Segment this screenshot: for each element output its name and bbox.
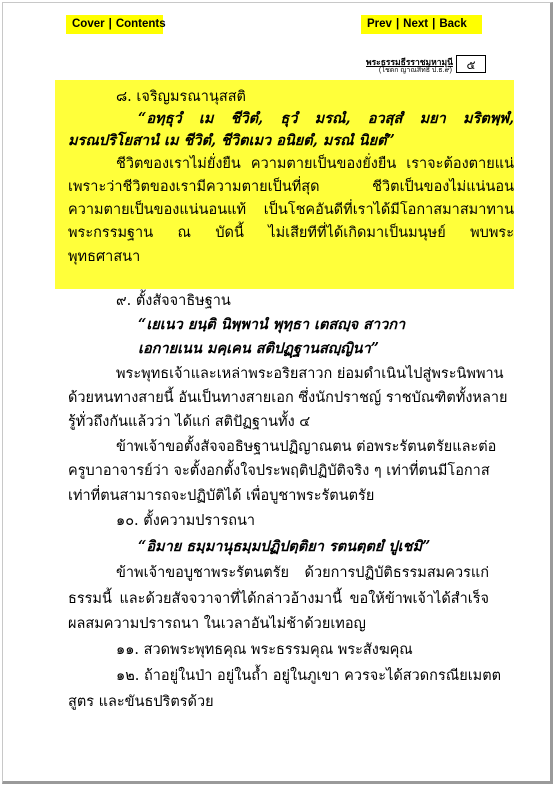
nav-separator: | [395, 18, 400, 30]
page-number: ๕ [456, 55, 486, 73]
paragraph-line: ธรรมนี้ และด้วยสัจจวาจาที่ได้กล่าวอ้างมานี้ ขอให้ข้าพเจ้าได้สำเร็จ [68, 591, 489, 607]
paragraph-line: สูตร และขันธปริตรด้วย [68, 694, 214, 710]
paragraph-line: ด้วยหนทางสายนี้ อันเป็นทางสายเอก ซึ่งนักปราชญ์ ราชบัณฑิตทั้งหลาย [68, 390, 508, 406]
paragraph-line: พระกรรมฐาน ณ บัดนี้ ไม่เสียทีที่ได้เกิดมาเป็นมนุษย์ พบพระ [68, 225, 514, 241]
paragraph-line: เท่าที่ตนสามารถจะปฏิบัติได้ เพื่อบูชาพระรัตนตรัย [68, 488, 375, 504]
header-title: พระธรรมธีรราชมหามุนี [366, 57, 453, 67]
section-heading: ๑๑. สวดพระพุทธคุณ พระธรรมคุณ พระสังฆคุณ [116, 642, 413, 658]
nav-separator: | [108, 18, 112, 30]
back-link[interactable]: Back [439, 18, 467, 30]
nav-bar-right [361, 15, 482, 34]
nav-separator: | [432, 18, 436, 30]
pali-verse-line: มรณปริโยสานํ เม ชีวิตํ, ชีวิตเมว อนิยตํ, มรณํ นิยตํ” [68, 132, 395, 149]
paragraph-line: เพราะว่าชีวิตของเรามีความตายเป็นที่สุด ชีวิตเป็นของไม่แน่นอน [68, 179, 514, 195]
page-header [366, 55, 488, 75]
pali-verse-line: “อิมาย ธมฺมานุธมฺมปฏิปตฺติยา รตนตฺตยํ ปูเชมิ” [138, 538, 431, 555]
paragraph-line: ผลสมความปรารถนา ในเวลาอันไม่ช้าด้วยเทอญ [68, 616, 366, 632]
paragraph-line: ข้าพเจ้าขอตั้งสัจจอธิษฐานปฏิญาณตน ต่อพระรัตนตรัยและต่อ [116, 439, 497, 455]
cover-link[interactable]: Cover [72, 18, 105, 30]
paragraph-line: ข้าพเจ้าขอบูชาพระรัตนตรัย ด้วยการปฏิบัติธรรมสมควรแก่ [116, 565, 489, 581]
pali-verse-line: “เยเนว ยนฺติ นิพฺพานํ พุทฺธา เตสญฺจ สาวกา [138, 316, 406, 333]
section-heading: ๘. เจริญมรณานุสสติ [116, 89, 246, 105]
paragraph-line: รู้ทั่วถึงกันแล้วว่า ได้แก่ สติปัฏฐานทั้ง ๔ [68, 414, 311, 430]
section-heading: ๑๒. ถ้าอยู่ในป่า อยู่ในถ้ำ อยู่ในภูเขา ควรจะได้สวดกรณียเมตต [116, 668, 502, 684]
pali-verse-line: “อทฺธุวํ เม ชีวิตํ, ธุวํ มรณํ, อวสฺสํ มยา มริตพฺพํ, [138, 110, 514, 127]
pali-verse-line: เอกายเนน มคฺเคน สติปฏฺฐานสญฺญินา” [138, 340, 379, 357]
paragraph-line: พระพุทธเจ้าและเหล่าพระอริยสาวก ย่อมดำเนินไปสู่พระนิพพาน [116, 366, 504, 382]
section-heading: ๙. ตั้งสัจจาธิษฐาน [116, 293, 231, 309]
contents-link[interactable]: Contents [115, 18, 166, 30]
paragraph-line: ครูบาอาจารย์ว่า จะตั้งอกตั้งใจประพฤติปฏิบัติจริง ๆ เท่าที่ตนมีโอกาส [68, 463, 490, 479]
nav-bar-left [66, 15, 166, 34]
paragraph-line: ชีวิตของเราไม่ยั่งยืน ความตายเป็นของยั่งยืน เราจะต้องตายแน่ [116, 156, 514, 172]
prev-link[interactable]: Prev [367, 18, 392, 30]
paragraph-line: ความตายเป็นของแน่นอนแท้ เป็นโชคอันดีที่เราได้มีโอกาสมาสมาทาน [68, 202, 514, 218]
paragraph-line: พุทธศาสนา [68, 249, 141, 265]
next-link[interactable]: Next [403, 18, 429, 30]
section-heading: ๑๐. ตั้งความปรารถนา [116, 513, 256, 529]
header-subtitle: (โชดก ญาณสิทธิ์ ป.ธ.๙) [378, 67, 452, 74]
